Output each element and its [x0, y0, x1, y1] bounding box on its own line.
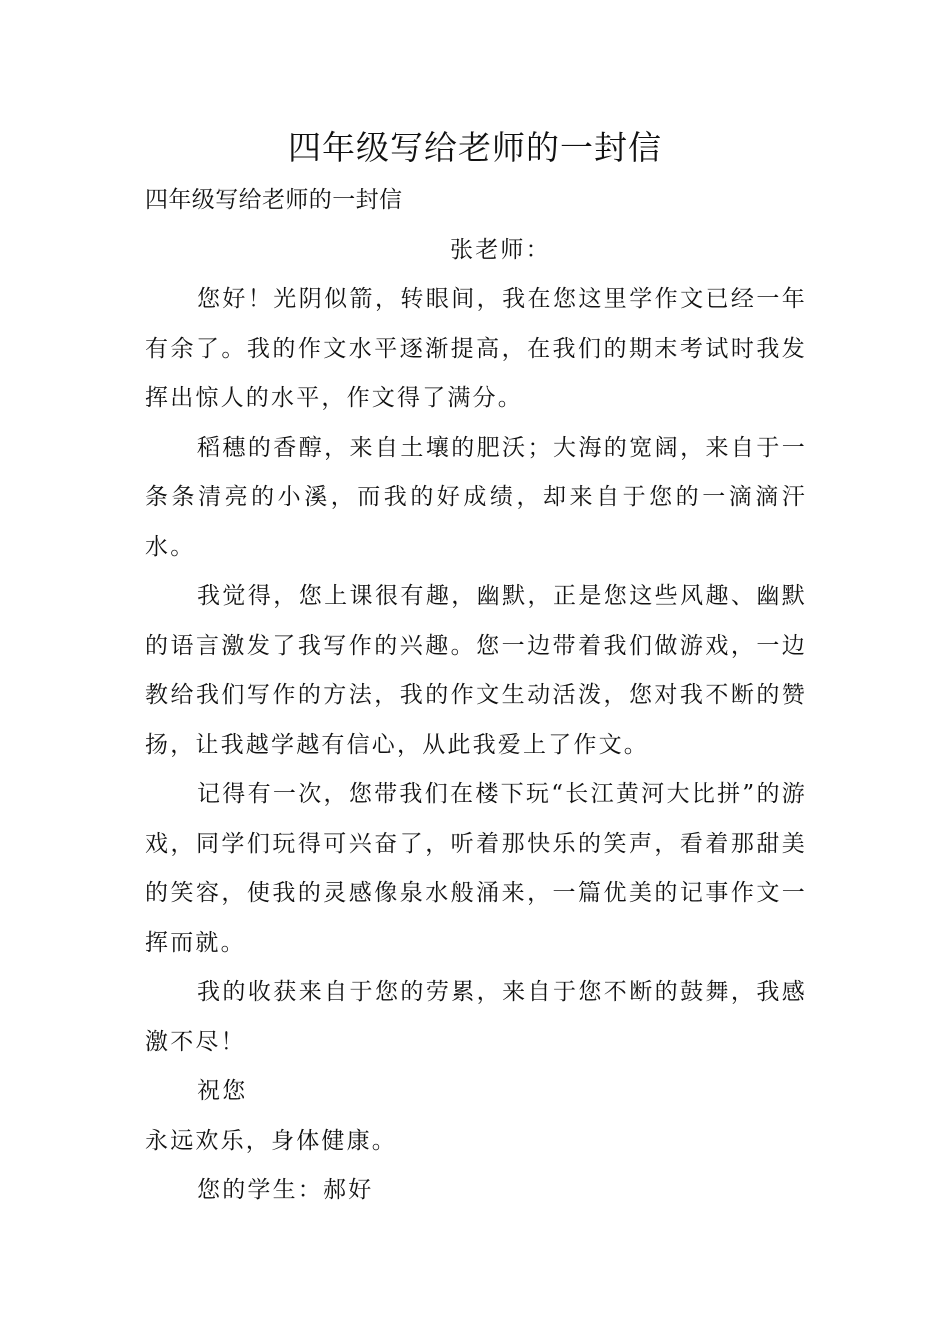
letter-paragraph-3: 我觉得，您上课很有趣，幽默，正是您这些风趣、幽默的语言激发了我写作的兴趣。您一边带着我们做游戏，一边教给我们写作的方法，我的作文生动活泼，您对我不断的赞扬，让我越学越有信心，从此我爱上了作文。	[145, 583, 807, 758]
document-title: 四年级写给老师的一封信	[288, 128, 662, 167]
letter-closing: 祝您	[197, 1078, 248, 1104]
letter-paragraph-2: 稻穗的香醇，来自土壤的肥沃；大海的宽阔，来自于一条条清亮的小溪，而我的好成绩，却来自于您的一滴滴汗水。	[145, 434, 807, 560]
document-subtitle: 四年级写给老师的一封信	[145, 187, 403, 213]
letter-signature: 您的学生：郝好	[197, 1177, 374, 1203]
letter-body	[145, 176, 807, 1216]
letter-salutation: 张老师：	[450, 236, 551, 263]
letter-paragraph-1: 您好！光阴似箭，转眼间，我在您这里学作文已经一年有余了。我的作文水平逐渐提高，在我们的期末考试时我发挥出惊人的水平，作文得了满分。	[145, 286, 807, 411]
letter-paragraph-5: 我的收获来自于您的劳累，来自于您不断的鼓舞，我感激不尽！	[145, 979, 807, 1055]
letter-paragraph-4: 记得有一次，您带我们在楼下玩“长江黄河大比拼”的游戏，同学们玩得可兴奋了，听着那快乐的笑声，看着那甜美的笑容，使我的灵感像泉水般涌来，一篇优美的记事作文一挥而就。	[145, 781, 807, 956]
letter-wish: 永远欢乐，身体健康。	[145, 1127, 397, 1154]
